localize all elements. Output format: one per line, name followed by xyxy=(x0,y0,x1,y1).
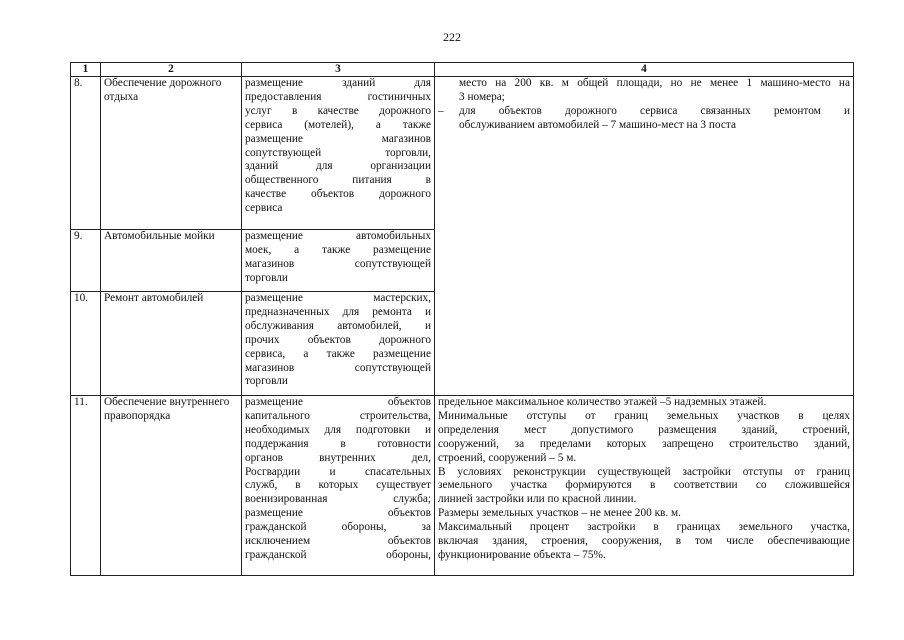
param-line: Размеры земельных участков – не менее 200 кв. м. xyxy=(438,507,682,520)
param-line: предельное максимальное количество этажей –5 надземных этажей. xyxy=(438,396,767,408)
desc-line: гражданской обороны, xyxy=(245,548,431,561)
row-number: 8. xyxy=(71,77,101,230)
desc-line: обслуживания автомобилей, и xyxy=(245,319,431,332)
desc-line: капитального строительства, xyxy=(245,409,431,422)
use-description xyxy=(242,396,435,576)
dash-bullet: – xyxy=(438,104,444,117)
use-name: Автомобильные мойки xyxy=(101,230,242,292)
param-line: определения мест допустимого размещения зданий, строений, xyxy=(438,423,850,436)
desc-line: зданий для организации xyxy=(245,160,431,173)
header-col-3: 3 xyxy=(242,63,435,77)
use-description xyxy=(242,77,435,230)
parameters-cell xyxy=(435,396,854,576)
desc-line: размещение автомобильных xyxy=(245,230,431,242)
desc-line: размещение магазинов xyxy=(245,132,431,145)
param-dash-item xyxy=(438,105,850,133)
desc-line: сервиса xyxy=(245,202,283,215)
desc-line: размещение мастерских, xyxy=(245,292,431,304)
desc-line: необходимых для подготовки и xyxy=(245,423,431,436)
desc-line: торговли xyxy=(245,271,288,284)
header-col-1: 1 xyxy=(71,63,101,77)
use-description xyxy=(242,230,435,292)
header-col-2: 2 xyxy=(101,63,242,77)
desc-line: моек, а также размещение xyxy=(245,243,431,256)
desc-line: исключением объектов xyxy=(245,535,431,548)
param-line: земельного участка формируются в соответствии со сложившейся xyxy=(438,479,850,492)
param-line: место на 200 кв. м общей площади, но не менее 1 машино-место на xyxy=(459,77,850,89)
desc-line: сопутствующей торговли, xyxy=(245,146,431,159)
use-name: Ремонт автомобилей xyxy=(101,292,242,396)
use-name: Обеспечение внутреннего правопорядка xyxy=(101,396,242,576)
row-number: 9. xyxy=(71,230,101,292)
table-row xyxy=(71,77,854,230)
desc-line: качестве объектов дорожного xyxy=(245,188,431,201)
param-line: функционирование объекта – 75%. xyxy=(438,548,606,561)
param-line: строений, сооружений – 5 м. xyxy=(438,451,577,464)
param-line: сооружений, за пределами которых запрещено строительство зданий, xyxy=(438,437,850,450)
param-line: Минимальные отступы от границ земельных участков в целях xyxy=(438,409,850,422)
param-line: обслуживанием автомобилей – 7 машино-мест на 3 поста xyxy=(459,118,736,131)
desc-line: общественного питания в xyxy=(245,174,431,187)
use-name: Обеспечение дорожного отдыха xyxy=(101,77,242,230)
parameters-cell xyxy=(435,77,854,396)
row-number: 10. xyxy=(71,292,101,396)
desc-line: гражданской обороны, за xyxy=(245,521,431,534)
desc-line: магазинов сопутствующей xyxy=(245,257,431,270)
desc-line: военизированная служба; xyxy=(245,493,431,506)
page-number: 222 xyxy=(443,30,461,44)
param-line: 3 номера; xyxy=(459,90,505,103)
desc-line: размещение зданий для xyxy=(245,77,431,89)
desc-line: торговли xyxy=(245,375,288,388)
desc-line: прочих объектов дорожного xyxy=(245,333,431,346)
param-line: линией застройки или по красной линии. xyxy=(438,493,637,506)
param-line: включая здания, строения, сооружения, в том числе обеспечивающие xyxy=(438,535,850,548)
desc-line: услуг в качестве дорожного xyxy=(245,104,431,117)
desc-line: размещение объектов xyxy=(245,507,431,520)
header-col-4: 4 xyxy=(435,63,854,77)
desc-line: служб, в которых существует xyxy=(245,479,431,492)
use-description xyxy=(242,292,435,396)
desc-line: предоставления гостиничных xyxy=(245,90,431,103)
table-header-row xyxy=(71,63,854,77)
desc-line: Росгвардии и спасательных xyxy=(245,465,431,478)
row-number: 11. xyxy=(71,396,101,576)
param-line: для объектов дорожного сервиса связанных ремонтом и xyxy=(459,104,850,117)
desc-line: органов внутренних дел, xyxy=(245,451,431,464)
table-row xyxy=(71,396,854,576)
desc-line: поддержания в готовности xyxy=(245,437,431,450)
desc-line: сервиса (мотелей), а также xyxy=(245,118,431,131)
desc-line: предназначенных для ремонта и xyxy=(245,305,431,318)
desc-line: размещение объектов xyxy=(245,396,431,408)
desc-line: сервиса, а также размещение xyxy=(245,347,431,360)
desc-line: магазинов сопутствующей xyxy=(245,361,431,374)
param-line: В условиях реконструкции существующей застройки отступы от границ xyxy=(438,465,850,478)
param-line: Максимальный процент застройки в границах земельного участка, xyxy=(438,521,850,534)
zoning-table xyxy=(70,62,854,576)
